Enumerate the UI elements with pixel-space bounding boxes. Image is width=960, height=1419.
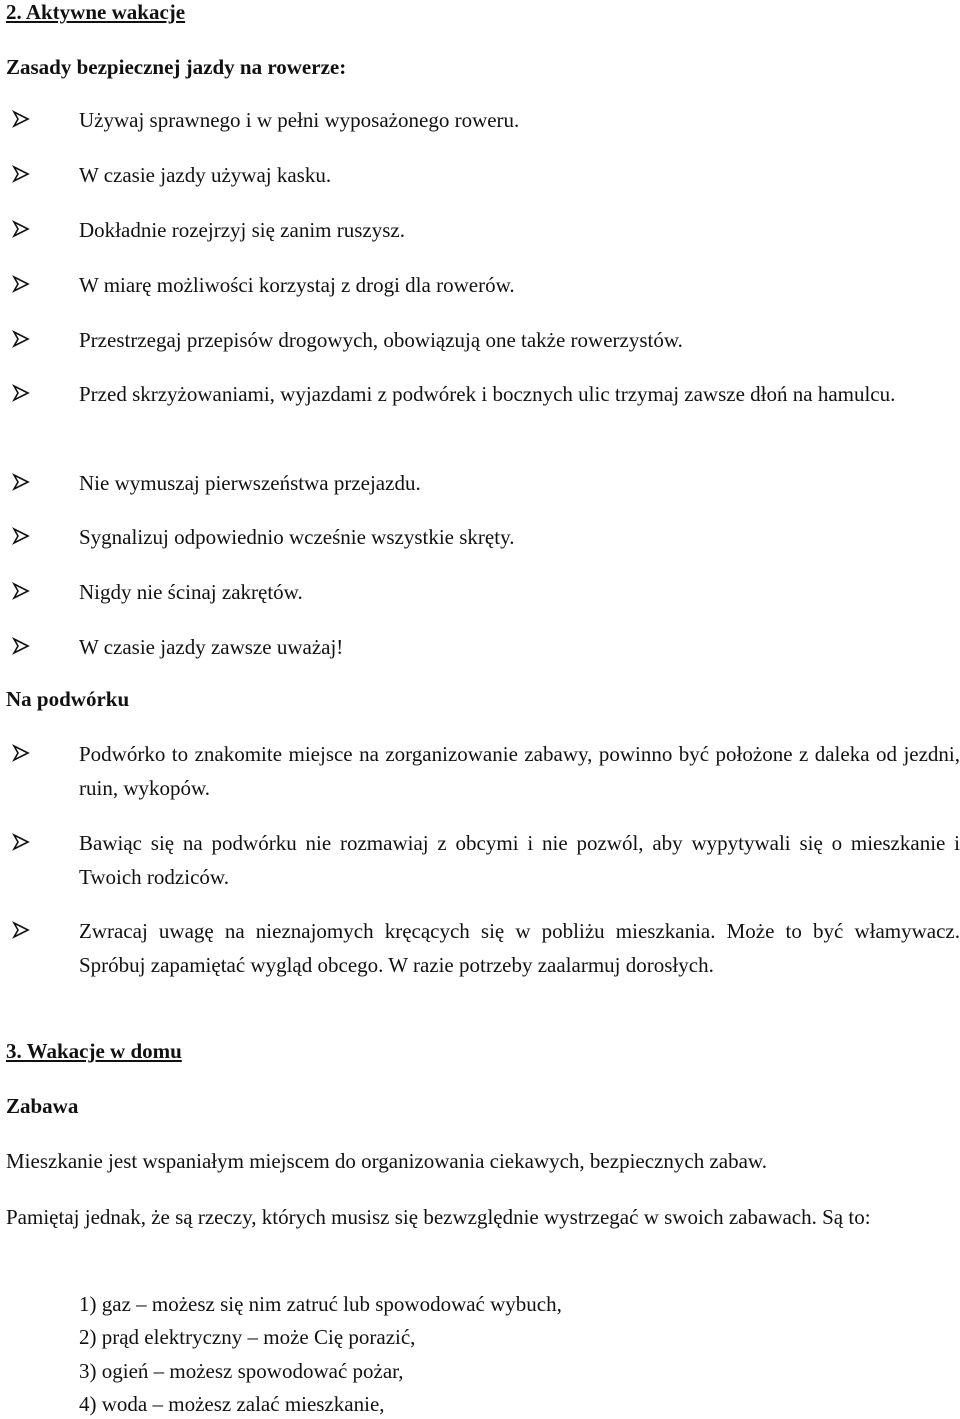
list-item-text: W czasie jazdy używaj kasku. [79, 163, 332, 187]
list-item-text: Nie wymuszaj pierwszeństwa przejazdu. [79, 471, 421, 495]
list-item [6, 466, 960, 500]
bike-rules-subheading: Zasady bezpiecznej jazdy na rowerze: [6, 55, 347, 79]
arrow-bullet-icon [12, 527, 30, 545]
arrow-bullet-icon [12, 384, 30, 402]
list-item [6, 914, 960, 982]
arrow-bullet-icon [12, 744, 30, 762]
arrow-bullet-icon [12, 637, 30, 655]
paragraph: Mieszkanie jest wspaniałym miejscem do organizowania ciekawych, bezpiecznych zabaw. [6, 1149, 767, 1173]
yard-subheading: Na podwórku [6, 687, 130, 711]
list-item [6, 737, 960, 805]
list-item [6, 630, 960, 664]
arrow-bullet-icon [12, 330, 30, 348]
list-item-text: Nigdy nie ścinaj zakrętów. [79, 580, 303, 604]
arrow-bullet-icon [12, 110, 30, 128]
arrow-bullet-icon [12, 220, 30, 238]
paragraph: Pamiętaj jednak, że są rzeczy, których musisz się bezwzględnie wystrzegać w swoich zabawach. Są to: [6, 1205, 871, 1229]
list-item [6, 826, 960, 894]
list-item-text: Przestrzegaj przepisów drogowych, obowiązują one także rowerzystów. [79, 328, 683, 352]
section-2-heading: 2. Aktywne wakacje [6, 0, 186, 24]
list-item [6, 575, 960, 609]
list-item-text: W czasie jazdy zawsze uważaj! [79, 635, 344, 659]
list-item-text: Przed skrzyżowaniami, wyjazdami z podwórek i bocznych ulic trzymaj zawsze dłoń na hamulcu. [79, 382, 896, 406]
play-subheading: Zabawa [6, 1094, 79, 1118]
list-item-text: Dokładnie rozejrzyj się zanim ruszysz. [79, 218, 405, 242]
list-item: 3) ogień – możesz spowodować pożar, [79, 1359, 404, 1383]
list-item [6, 268, 960, 302]
list-item [6, 377, 960, 411]
list-item: 4) woda – możesz zalać mieszkanie, [79, 1392, 385, 1416]
arrow-bullet-icon [12, 582, 30, 600]
list-item: 2) prąd elektryczny – może Cię porazić, [79, 1325, 416, 1349]
list-item-text: Zwracaj uwagę na nieznajomych kręcących się w pobliżu mieszkania. Może to być włamywacz. Spróbuj zapamiętać wygląd obcego. W razie potrzeby zaalarmuj dorosłych. [79, 919, 960, 977]
list-item [6, 323, 960, 357]
list-item [6, 158, 960, 192]
list-item: 1) gaz – możesz się nim zatruć lub spowodować wybuch, [79, 1292, 562, 1316]
list-item-text: Używaj sprawnego i w pełni wyposażonego roweru. [79, 108, 520, 132]
list-item [6, 213, 960, 247]
section-3-heading: 3. Wakacje w domu [6, 1039, 182, 1063]
arrow-bullet-icon [12, 921, 30, 939]
arrow-bullet-icon [12, 473, 30, 491]
list-item [6, 103, 960, 137]
arrow-bullet-icon [12, 165, 30, 183]
list-item-text: Sygnalizuj odpowiednio wcześnie wszystkie skręty. [79, 525, 515, 549]
arrow-bullet-icon [12, 275, 30, 293]
list-item-text: Podwórko to znakomite miejsce na zorganizowanie zabawy, powinno być położone z daleka od jezdni, ruin, wykopów. [79, 742, 960, 800]
list-item [6, 520, 960, 554]
list-item-text: Bawiąc się na podwórku nie rozmawiaj z obcymi i nie pozwól, aby wypytywali się o mieszkanie i Twoich rodziców. [79, 831, 960, 889]
list-item-text: W miarę możliwości korzystaj z drogi dla rowerów. [79, 273, 515, 297]
arrow-bullet-icon [12, 833, 30, 851]
